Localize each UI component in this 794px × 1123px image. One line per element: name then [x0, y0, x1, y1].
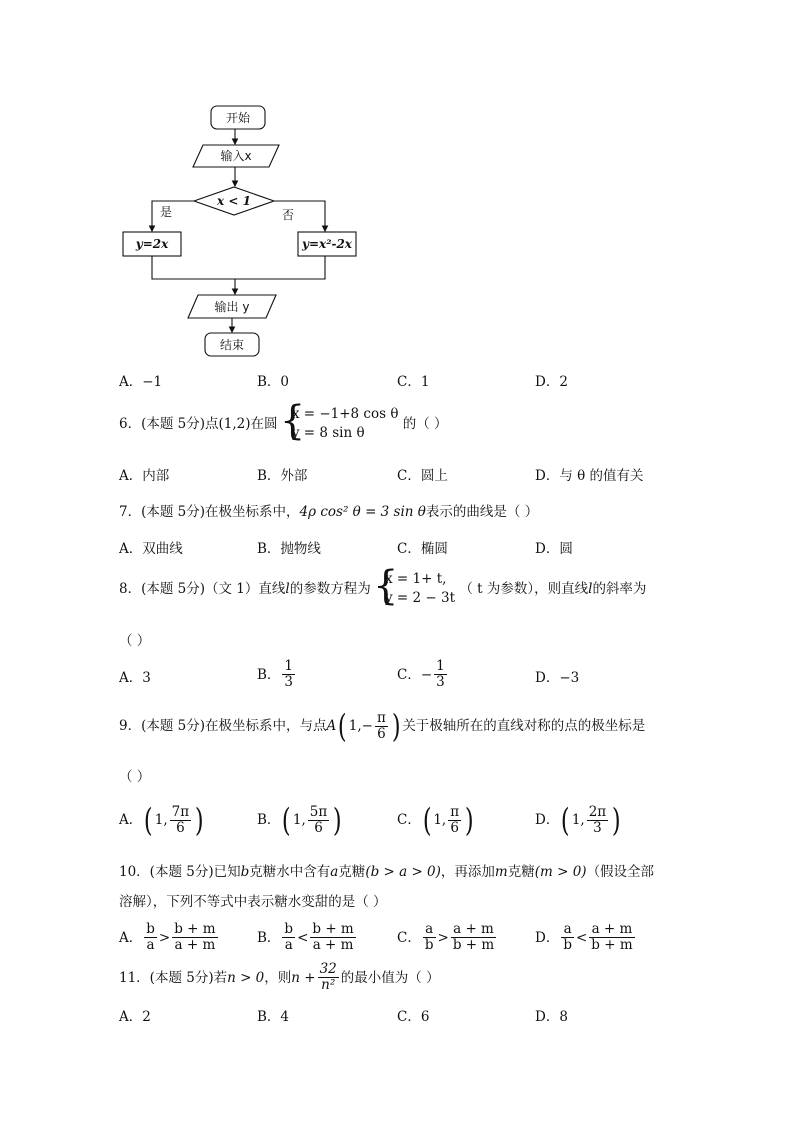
q7-option-c: C．椭圆 [397, 541, 448, 557]
question-10-line-2: 溶解），下列不等式中表示糖水变甜的是（ ） [119, 894, 387, 910]
q9-option-d: D．( 1, $\frac{2\pi}{3}$ ) [535, 801, 621, 839]
q8-blank: （ ） [119, 633, 151, 649]
q11-option-c: C．6 [397, 1009, 430, 1025]
q11-option-d: D．8 [535, 1009, 568, 1025]
q5-option-c: C．1 [397, 374, 430, 390]
q5-option-b: B．0 [257, 374, 290, 390]
q8-system: { x = 1+ t, y = 2 − 3t [375, 570, 455, 608]
flow-end-text: 结束 [219, 338, 245, 352]
q6-option-d: D．与 θ 的值有关 [535, 468, 644, 484]
q8-option-a: A．3 [119, 670, 151, 686]
flowchart [100, 95, 360, 365]
q6-option-a: A．内部 [119, 468, 170, 484]
flow-condition-text: x < 1 [217, 194, 251, 208]
q6-option-c: C．圆上 [397, 468, 448, 484]
flow-output-text: 输出 y [214, 300, 250, 314]
q7-option-d: D．圆 [535, 541, 573, 557]
q10-option-a: A． $\frac{b}{a}$ > $\frac{b + m}{a + m}$ [119, 921, 216, 953]
flow-no-text: y=x²-2x [302, 237, 352, 251]
q8-option-d: D．−3 [535, 670, 580, 686]
q9-option-a: A．( 1, $\frac{7\pi}{6}$ ) [119, 801, 204, 839]
q6-option-b: B．外部 [257, 468, 308, 484]
q5-option-a: A．−1 [119, 374, 163, 390]
q9-blank: （ ） [119, 769, 151, 785]
q10-option-b: B． $\frac{b}{a}$ < $\frac{b + m}{a + m}$ [257, 921, 354, 953]
flow-yes-label: 是 [160, 205, 173, 219]
flow-input-text: 输入x [220, 149, 252, 163]
q9-option-c: C．( 1, $\frac{\pi}{6}$ ) [397, 801, 474, 839]
flow-yes-text: y=2x [135, 237, 169, 251]
question-11: 11．(本题 5分)若n > 0，则n + $\frac{32}{\text{n²}}$ 的最小值为（ ） [119, 961, 440, 993]
q7-option-a: A．双曲线 [119, 541, 183, 557]
flow-start-text: 开始 [225, 111, 251, 125]
q10-option-d: D． $\frac{a}{b}$ < $\frac{a + m}{b + m}$ [535, 921, 633, 953]
question-7: 7．(本题 5分)在极坐标系中，4ρ cos² θ = 3 sin θ表示的曲线是（ ） [119, 504, 539, 520]
q10-option-c: C． $\frac{a}{b}$ > $\frac{a + m}{b + m}$ [397, 921, 495, 953]
question-10-line-1: 10．(本题 5分)已知b克糖水中含有a克糖(b > a > 0)，再添加m克糖(m > 0)（假设全部 [119, 864, 655, 880]
question-6: 6．(本题 5分)点(1,2)在圆 { x = −1+8 cos θ y = 8 sin θ 的（ ） [119, 405, 448, 443]
flow-no-label: 否 [282, 208, 295, 222]
q8-option-b: B． $\frac{1}{3}$ [257, 658, 294, 690]
q6-system: { x = −1+8 cos θ y = 8 sin θ [282, 405, 399, 443]
q7-option-b: B．抛物线 [257, 541, 321, 557]
question-8: 8．(本题 5分)（文 1）直线l的参数方程为 { x = 1+ t, y = 2 − 3t （ t 为参数），则直线l的斜率为 [119, 570, 646, 608]
q9-option-b: B．( 1, $\frac{5\pi}{6}$ ) [257, 801, 342, 839]
q11-option-b: B．4 [257, 1009, 290, 1025]
question-9: 9．(本题 5分)在极坐标系中，与点A( 1,− $\frac{\pi}{6}$ ) 关于极轴所在的直线对称的点的极坐标是 [119, 707, 646, 745]
q11-option-a: A．2 [119, 1009, 151, 1025]
q5-option-d: D．2 [535, 374, 568, 390]
q8-option-c: C．− $\frac{1}{3}$ [397, 658, 445, 690]
